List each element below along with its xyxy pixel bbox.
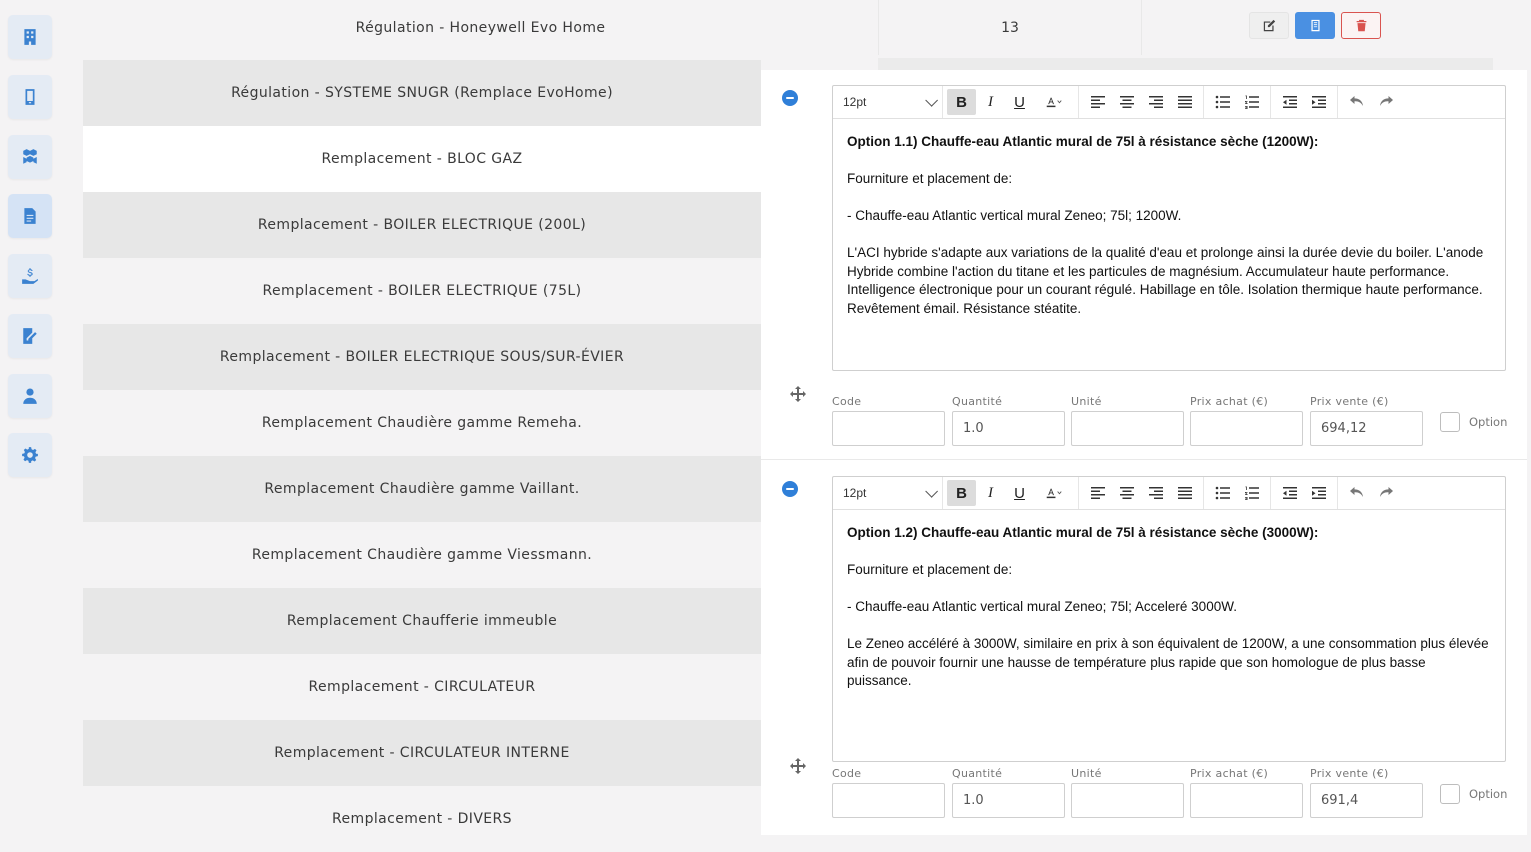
quantity-label: Quantité: [952, 767, 1003, 780]
list-item[interactable]: Remplacement - CIRCULATEUR INTERNE: [83, 720, 761, 786]
edit-icon: [1263, 19, 1276, 32]
option-block-1: [761, 70, 1527, 460]
quantity-input[interactable]: 1.0: [952, 411, 1065, 446]
list-item[interactable]: Remplacement Chaufferie immeuble: [83, 588, 761, 654]
sale-price-label: Prix vente (€): [1310, 767, 1389, 780]
bullet-list-button[interactable]: [1208, 480, 1237, 506]
row-divider: [878, 58, 1493, 70]
quantity-input[interactable]: 1.0: [952, 783, 1065, 818]
editor-toolbar: [833, 86, 1505, 119]
bold-button[interactable]: B: [947, 480, 976, 506]
sidebar-item-payments[interactable]: [8, 254, 52, 298]
purchase-price-input[interactable]: [1190, 783, 1303, 818]
editor-toolbar: [833, 477, 1505, 510]
indent-icon: [1311, 485, 1327, 501]
underline-button[interactable]: U: [1014, 93, 1025, 111]
sale-price-label: Prix vente (€): [1310, 395, 1389, 408]
sidebar-item-buildings[interactable]: [8, 15, 52, 59]
hand-dollar-icon: [21, 267, 39, 285]
document-icon: [1309, 19, 1322, 32]
undo-button[interactable]: [1342, 89, 1371, 115]
rich-text-editor[interactable]: [832, 85, 1506, 371]
option-description: L'ACI hybride s'adapte aux variations de la qualité d'eau et prolonge ainsi la durée devie du boiler. L'anode Hybride combine l'action du titane et les particules de magnésium. Accumulateur haute performance. Intelligence électronique pour un courant régulé. Habillage en tôle. Isolation thermique haute performance. Revêtement émail. Résistance stéatite.: [847, 245, 1484, 316]
unit-label: Unité: [1071, 767, 1102, 780]
row-quantity: 13: [878, 0, 1142, 55]
align-center-button[interactable]: [1112, 480, 1141, 506]
redo-button[interactable]: [1371, 89, 1400, 115]
option-title: Option 1.1) Chauffe-eau Atlantic mural de 75l à résistance sèche (1200W):: [847, 134, 1319, 149]
unit-input[interactable]: [1071, 411, 1184, 446]
italic-button[interactable]: I: [988, 484, 993, 501]
align-left-button[interactable]: [1083, 89, 1112, 115]
sidebar-item-devices[interactable]: [8, 75, 52, 119]
purchase-price-label: Prix achat (€): [1190, 767, 1269, 780]
sidebar-item-products[interactable]: [8, 135, 52, 179]
bullet-list-icon: [1215, 94, 1231, 110]
redo-icon: [1378, 485, 1394, 501]
italic-button[interactable]: I: [988, 93, 993, 110]
outdent-icon: [1282, 485, 1298, 501]
format-group: [943, 86, 1079, 118]
rich-text-editor[interactable]: [832, 476, 1506, 762]
remove-option-button[interactable]: [782, 481, 798, 497]
numbered-list-icon: [1244, 485, 1260, 501]
format-group: [943, 477, 1079, 509]
chevron-down-icon: [925, 94, 938, 107]
list-item[interactable]: Remplacement Chaudière gamme Vaillant.: [83, 456, 761, 522]
list-group: [1204, 477, 1271, 509]
option-line: - Chauffe-eau Atlantic vertical mural Zeneo; 75l; Acceleré 3000W.: [847, 599, 1237, 614]
text-color-button[interactable]: [1034, 89, 1074, 115]
editor-content[interactable]: [833, 119, 1505, 351]
font-size-select[interactable]: [833, 86, 943, 118]
unit-input[interactable]: [1071, 783, 1184, 818]
outdent-button[interactable]: [1275, 480, 1304, 506]
bold-button[interactable]: B: [947, 89, 976, 115]
align-group: [1079, 477, 1204, 509]
boxes-icon: [21, 148, 39, 166]
numbered-list-button[interactable]: [1237, 480, 1266, 506]
text-color-icon: [1046, 485, 1062, 501]
row-name: Régulation - Honeywell Evo Home: [355, 19, 606, 36]
justify-button[interactable]: [1170, 480, 1199, 506]
move-icon: [790, 758, 806, 774]
sidebar-item-signatures[interactable]: [8, 314, 52, 358]
details-button[interactable]: [1295, 12, 1335, 39]
document-icon: [21, 207, 39, 225]
font-size-value: 12pt: [843, 95, 867, 109]
chevron-down-icon: [925, 485, 938, 498]
indent-button[interactable]: [1304, 89, 1333, 115]
option-block-2: [761, 461, 1527, 835]
quantity-label: Quantité: [952, 395, 1003, 408]
delete-button[interactable]: [1341, 12, 1381, 39]
editor-content[interactable]: [833, 510, 1505, 723]
option-line: - Chauffe-eau Atlantic vertical mural Zeneo; 75l; 1200W.: [847, 208, 1182, 223]
sidebar-item-users[interactable]: [8, 374, 52, 418]
code-label: Code: [832, 767, 862, 780]
code-label: Code: [832, 395, 862, 408]
list-item[interactable]: Remplacement - BOILER ELECTRIQUE (200L): [83, 192, 761, 258]
option-checkbox-label: Option: [1469, 415, 1508, 429]
indent-icon: [1311, 94, 1327, 110]
justify-button[interactable]: [1170, 89, 1199, 115]
user-icon: [21, 387, 39, 405]
signature-icon: [21, 327, 39, 345]
sidebar: [0, 0, 60, 835]
history-group: [1338, 86, 1404, 118]
list-item[interactable]: Remplacement - CIRCULATEUR: [83, 654, 761, 720]
list-group: [1204, 86, 1271, 118]
unit-label: Unité: [1071, 395, 1102, 408]
align-left-icon: [1090, 94, 1106, 110]
trash-icon: [1355, 19, 1368, 32]
row-actions: [1249, 12, 1381, 39]
list-item[interactable]: Remplacement - BOILER ELECTRIQUE SOUS/SUR-ÉVIER: [83, 324, 761, 390]
redo-button[interactable]: [1371, 480, 1400, 506]
underline-button[interactable]: U: [1014, 484, 1025, 502]
option-checkbox[interactable]: [1440, 784, 1460, 804]
justify-icon: [1177, 485, 1193, 501]
sidebar-item-quotes[interactable]: [8, 194, 52, 238]
divider: [761, 459, 1527, 460]
indent-group: [1271, 86, 1338, 118]
product-list: [83, 60, 761, 852]
move-icon: [790, 386, 806, 402]
outdent-button[interactable]: [1275, 89, 1304, 115]
option-line: Fourniture et placement de:: [847, 171, 1013, 186]
indent-group: [1271, 477, 1338, 509]
text-color-button[interactable]: [1034, 480, 1074, 506]
font-size-value: 12pt: [843, 486, 867, 500]
justify-icon: [1177, 94, 1193, 110]
align-right-button[interactable]: [1141, 89, 1170, 115]
purchase-price-input[interactable]: [1190, 411, 1303, 446]
align-left-button[interactable]: [1083, 480, 1112, 506]
sale-price-input[interactable]: 691,4: [1310, 783, 1423, 818]
list-item[interactable]: Remplacement Chaudière gamme Remeha.: [83, 390, 761, 456]
numbered-list-icon: [1244, 94, 1260, 110]
align-right-icon: [1148, 485, 1164, 501]
undo-icon: [1349, 485, 1365, 501]
bullet-list-icon: [1215, 485, 1231, 501]
option-checkbox[interactable]: [1440, 412, 1460, 432]
code-input[interactable]: [832, 783, 945, 818]
redo-icon: [1378, 94, 1394, 110]
history-group: [1338, 477, 1404, 509]
indent-button[interactable]: [1304, 480, 1333, 506]
align-center-icon: [1119, 94, 1135, 110]
align-left-icon: [1090, 485, 1106, 501]
remove-option-button[interactable]: [782, 90, 798, 106]
list-item[interactable]: Remplacement Chaudière gamme Viessmann.: [83, 522, 761, 588]
purchase-price-label: Prix achat (€): [1190, 395, 1269, 408]
align-group: [1079, 86, 1204, 118]
edit-button[interactable]: [1249, 12, 1289, 39]
align-center-icon: [1119, 485, 1135, 501]
option-description: Le Zeneo accéléré à 3000W, similaire en prix à son équivalent de 1200W, a une consommation plus élevée afin de pouvoir fournir une hausse de température plus rapide que son homologue de plus basse puissance.: [847, 636, 1489, 688]
sidebar-item-settings[interactable]: [8, 433, 52, 477]
align-center-button[interactable]: [1112, 89, 1141, 115]
outdent-icon: [1282, 94, 1298, 110]
numbered-list-button[interactable]: [1237, 89, 1266, 115]
code-input[interactable]: [832, 411, 945, 446]
move-handle[interactable]: [790, 758, 806, 774]
list-item[interactable]: Remplacement - DIVERS: [83, 786, 761, 852]
gear-icon: [21, 446, 39, 464]
text-color-icon: [1046, 94, 1062, 110]
list-item[interactable]: Remplacement - BOILER ELECTRIQUE (75L): [83, 258, 761, 324]
undo-icon: [1349, 94, 1365, 110]
bullet-list-button[interactable]: [1208, 89, 1237, 115]
font-size-select[interactable]: [833, 477, 943, 509]
sale-price-input[interactable]: 694,12: [1310, 411, 1423, 446]
align-right-icon: [1148, 94, 1164, 110]
options-panel: [761, 70, 1527, 835]
option-title: Option 1.2) Chauffe-eau Atlantic mural de 75l à résistance sèche (3000W):: [847, 525, 1319, 540]
table-row-top: [83, 0, 1493, 55]
list-item[interactable]: Remplacement - BLOC GAZ: [83, 126, 761, 192]
move-handle[interactable]: [790, 386, 806, 402]
undo-button[interactable]: [1342, 480, 1371, 506]
building-icon: [21, 28, 39, 46]
option-line: Fourniture et placement de:: [847, 562, 1013, 577]
option-checkbox-label: Option: [1469, 787, 1508, 801]
list-item[interactable]: Régulation - SYSTEME SNUGR (Remplace EvoHome): [83, 60, 761, 126]
mobile-icon: [21, 88, 39, 106]
align-right-button[interactable]: [1141, 480, 1170, 506]
